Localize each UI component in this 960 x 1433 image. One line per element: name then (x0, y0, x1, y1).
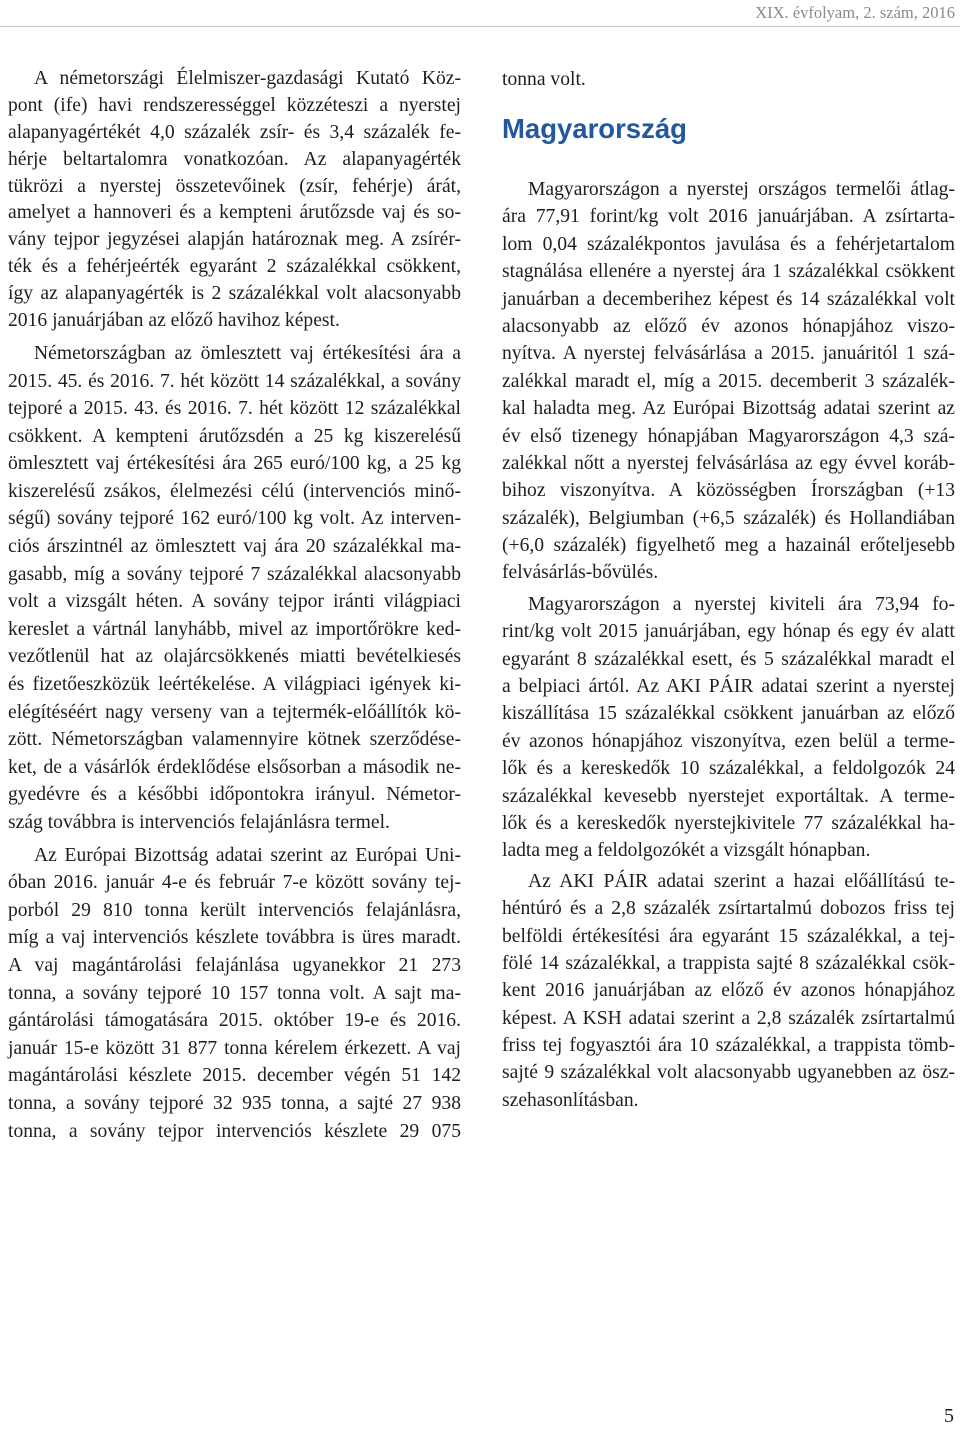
text-line: Németországban az ömlesztett vaj értékesítési ára a (34, 342, 461, 364)
text-line: sajté 9 százalékkal volt alacsonyabb ugyanebben az ösz- (502, 1062, 955, 1084)
text-line: kal haladta meg. Az Európai Bizottság adatai szerint az (502, 398, 955, 420)
text-line: ciós árszintnél az ömlesztett vaj ára 20 százalékkal ma- (8, 536, 461, 558)
text-line: alapanyagértékét 4,0 százalék zsír- és 3,4 százalék fe- (8, 121, 461, 143)
continued-text-line: tonna volt. (502, 69, 586, 90)
text-line: képest. A KSH adatai szerint a 2,8 százalék zsírtartalmú (502, 1007, 955, 1029)
paragraph (502, 868, 955, 1115)
text-line: tonna, a sovány tejpor intervenciós készlete 29 075 (8, 1120, 461, 1142)
text-line: rint/kg volt 2015 januárjában, egy hónap és egy év alatt (502, 621, 955, 643)
text-line: tonna, a sovány tejporé 32 935 tonna, a sajté 27 938 (8, 1092, 461, 1114)
issue-label: XIX. évfolyam, 2. szám, 2016 (755, 3, 955, 22)
text-line: stagnálása ellenére a nyerstej ára 1 százalékkal csökkent (502, 261, 955, 283)
text-line: (+6,0 százalék) figyelhető meg a hazainál erőteljesebb (502, 535, 955, 557)
text-line: Magyarországon a nyerstej kiviteli ára 73,94 fo- (528, 593, 955, 615)
left-column (8, 66, 461, 1145)
text-line: ára 77,91 forint/kg volt 2016 januárjában. A zsírtarta- (502, 206, 955, 228)
text-line: tonna, a sovány tejporé 10 157 tonna volt. A sajt ma- (8, 982, 461, 1004)
text-line: a belpiaci ártól. Az AKI PÁIR adatai szerint a nyerstej (502, 676, 955, 698)
text-line: vezőtlenül hat az olajárcsökkenés miatti bevételkiesés (8, 646, 461, 668)
running-header (0, 0, 960, 27)
text-line: lők és a kereskedők nyerstejkivitele 77 százalékkal ha- (502, 812, 955, 834)
text-line: óban 2016. január 4-e és február 7-e között sovány tej- (8, 872, 461, 894)
text-line: nyítva. A nyerstej felvásárlása a 2015. januáritól 1 szá- (502, 343, 955, 365)
text-line: felvásárlás-bővülés. (502, 562, 659, 584)
text-line: lom 0,04 százalékpontos javulása és a fehérjetartalom (502, 233, 955, 255)
text-line: volt a vizsgált héten. A sovány tejpor iránti világpiaci (8, 591, 461, 613)
text-line: százalék), Belgiumban (+6,5 százalék) és Hollandiában (502, 507, 955, 529)
text-line: kiszállítása 15 százalékkal csökkent januárban az előző (502, 703, 955, 725)
text-line: lők és a kereskedők 10 százalékkal, a feldolgozók 24 (502, 758, 955, 780)
text-line: százalékkal kevesebb nyerstejet exportáltak. A terme- (502, 785, 955, 807)
right-column (502, 66, 955, 1114)
text-line: így az alapanyagérték is 2 százalékkal volt alacsonyabb (8, 283, 461, 305)
text-line: gasabb, míg a sovány tejporé 7 százalékkal alacsonyabb (8, 563, 461, 585)
text-line: elégítéséért nagy verseny van a tejtermék-előállítók kö- (8, 701, 461, 723)
text-line: év első tizenegy hónapjában Magyarországon 4,3 szá- (502, 425, 955, 447)
text-line: kereslet a vártnál lanyhább, mivel az importőrökre ked- (8, 618, 461, 640)
paragraph (8, 842, 461, 1146)
text-line: ték és a fehérjeérték egyaránt 2 százalékkal csökkent, (8, 256, 461, 278)
text-line: szehasonlításban. (502, 1089, 639, 1111)
page-number: 5 (944, 1405, 954, 1427)
text-line: Az Európai Bizottság adatai szerint az Európai Uni- (34, 844, 461, 866)
text-line: gyedévre és a későbbi időpontokra irányul. Németor- (8, 784, 461, 806)
text-line: A németországi Élelmiszer-gazdasági Kutató Köz- (34, 68, 461, 89)
text-line: bihoz viszonyítva. A közösségben Írországban (+13 (502, 480, 955, 502)
text-line: szág továbbra is intervenciós felajánlásra termel. (8, 812, 390, 833)
paragraph (502, 591, 955, 865)
text-line: magántárolási készlete 2015. december végén 51 142 (8, 1065, 461, 1087)
text-line: zalékkal nőtt a nyerstej felvásárlása az egy évvel koráb- (502, 452, 955, 474)
text-line: Magyarországon a nyerstej országos termelői átlag- (528, 178, 955, 200)
text-line: ladta meg a feldolgozókét a vizsgált hónapban. (502, 840, 871, 862)
text-line: kiszerelésű zsákos, élelmezési célú (intervenciós minő- (8, 480, 461, 502)
text-line: gántárolási támogatására 2015. október 19-e és 2016. (8, 1010, 461, 1032)
text-line: év azonos hónapjához viszonyítva, ezen belül a terme- (502, 730, 955, 752)
text-line: míg a vaj intervenciós készlete továbbra is üres maradt. (8, 927, 461, 949)
text-line: ömlesztett vaj értékesítési ára 265 euró/100 kg, a 25 kg (8, 453, 461, 475)
text-line: tejporé a 2015. 43. és 2016. 7. hét között 12 százalékkal (8, 398, 461, 420)
text-line: és fizetőeszközük leértékelése. A világpiaci igények ki- (8, 674, 461, 696)
text-line: 2016 januárjában az előző havihoz képest. (8, 310, 340, 332)
text-line: hérje beltartalomra vonatkozóan. Az alapanyagérték (8, 148, 461, 170)
text-line: tükrözi a nyerstej összetevőinek (zsír, fehérje) árát, (8, 175, 461, 197)
text-line: ségű) sovány tejporé 162 euró/100 kg volt. Az interven- (8, 508, 461, 530)
text-line: porból 29 810 tonna került intervenciós felajánlásra, (8, 899, 461, 921)
text-line: 2015. 45. és 2016. 7. hét között 14 százalékkal, a sovány (8, 370, 461, 392)
text-line: héntúró és a 2,8 százalék zsírtartalmú dobozos friss tej (502, 898, 955, 920)
paragraph (8, 66, 461, 335)
text-line: zött. Németországban valamennyire kötnek szerződése- (8, 729, 461, 751)
text-line: ket, de a vásárlók érdeklődése elsősorban a második ne- (8, 756, 461, 778)
text-line: A vaj magántárolási felajánlása ugyanekkor 21 273 (8, 954, 461, 976)
text-line: friss tej fogyasztói ára 10 százalékkal, a trappista tömb- (502, 1035, 955, 1057)
text-line: amelyet a hannoveri és a kempteni árutőzsde vaj és so- (8, 202, 461, 224)
text-line: belföldi értékesítési ára egyaránt 15 százalékkal, a tej- (502, 925, 955, 947)
text-line: zalékkal maradt el, míg a 2015. decemberit 3 százalék- (502, 370, 955, 392)
paragraph (502, 176, 955, 587)
text-line: január 15-e között 31 877 tonna kérelem érkezett. A vaj (8, 1037, 461, 1059)
text-line: januárban a decemberihez képest és 14 százalékkal volt (502, 288, 955, 310)
text-line: Az AKI PÁIR adatai szerint a hazai előállítású te- (528, 870, 955, 892)
paragraph (8, 340, 461, 837)
text-line: vány tejpor jegyzései alapján határoznak meg. A zsírér- (8, 229, 461, 251)
text-line: alacsonyabb az előző év azonos hónapjához viszo- (502, 315, 955, 337)
text-line: pont (ife) havi rendszerességgel közzéteszi a nyerstej (8, 94, 461, 116)
text-line: kent 2016 januárjában az előző év azonos hónapjához (502, 980, 955, 1002)
text-line: fölé 14 százalékkal, a trappista sajté 8 százalékkal csök- (502, 952, 955, 974)
text-line: egyaránt 8 százalékkal esett, és 5 százalékkal maradt el (502, 648, 955, 670)
section-heading: Magyarország (502, 113, 687, 145)
text-line: csökkent. A kempteni árutőzsdén a 25 kg kiszerelésű (8, 425, 461, 447)
